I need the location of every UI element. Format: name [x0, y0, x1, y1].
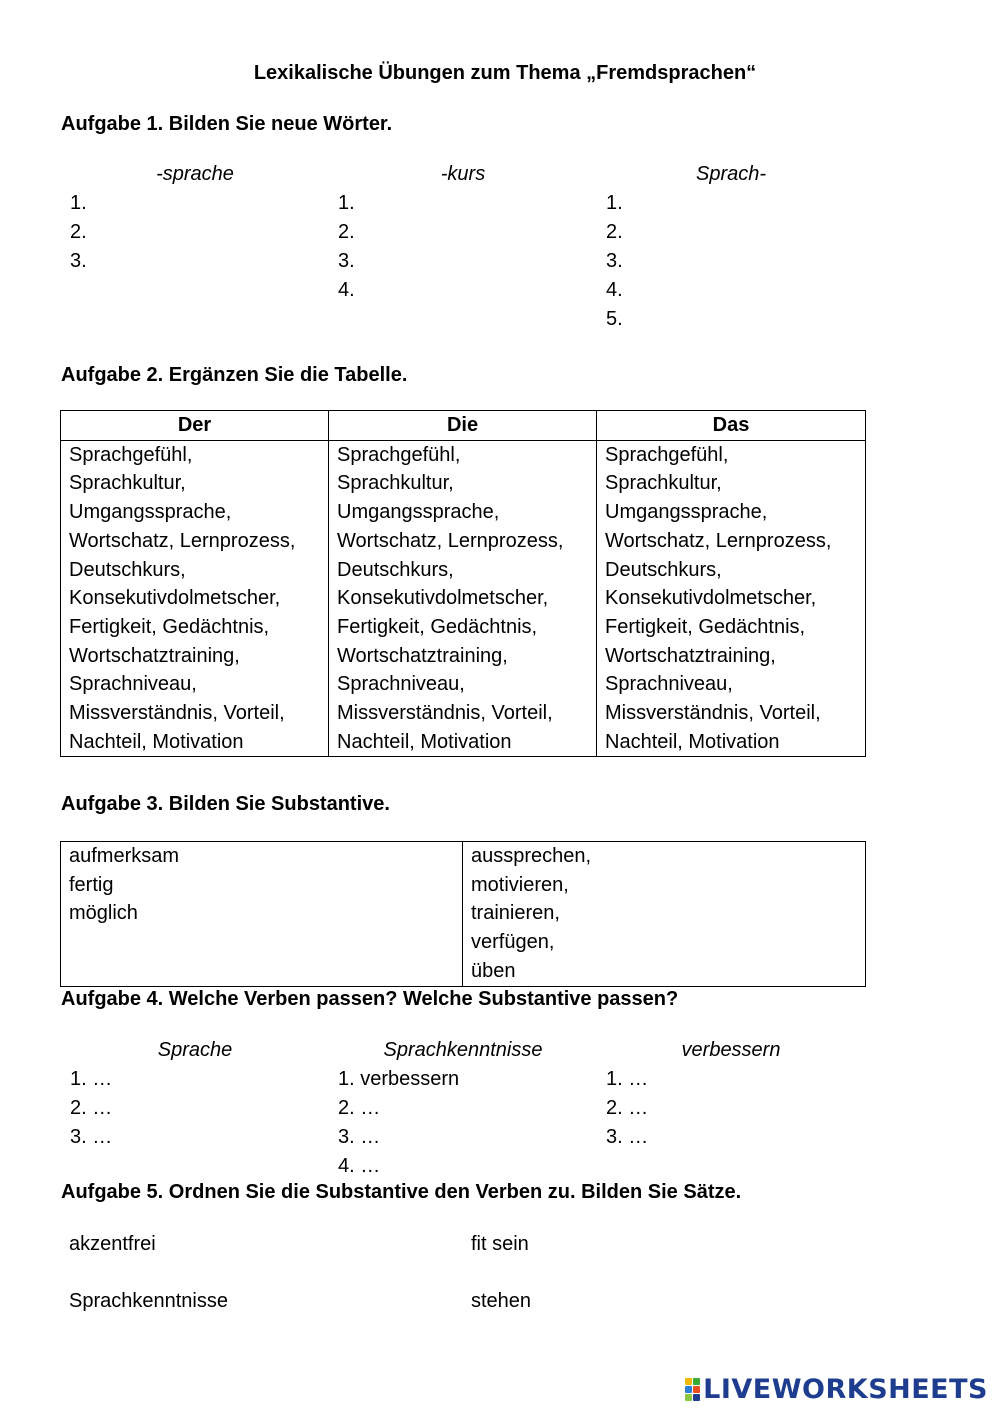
task1-heading: Aufgabe 1. Bilden Sie neue Wörter.: [61, 113, 393, 135]
list-item: 1.: [606, 192, 623, 214]
list-item: 2. …: [606, 1097, 649, 1119]
task5-left-2: Sprachkenntnisse: [69, 1290, 228, 1312]
task4-list: [329, 1065, 597, 1181]
task4-list: [597, 1065, 865, 1152]
task4-column-sprachkenntnisse: [329, 1036, 597, 1181]
list-item: 2.: [338, 221, 355, 243]
task4-column-verbessern: [597, 1036, 865, 1152]
task1-column-label: -kurs: [440, 163, 486, 185]
task4-list: [61, 1065, 329, 1152]
task2-heading: Aufgabe 2. Ergänzen Sie die Tabelle.: [61, 364, 408, 386]
logo-text: LIVEWORKSHEETS: [703, 1374, 988, 1405]
adjectives-cell: aufmerksam fertig möglich: [61, 842, 463, 987]
logo-mark-icon: [685, 1378, 700, 1401]
task5-right-2: stehen: [471, 1290, 532, 1312]
logo-square: [693, 1394, 700, 1401]
gender-table: [60, 410, 866, 757]
task4-heading: Aufgabe 4. Welche Verben passen? Welche Substantive passen?: [61, 988, 679, 1010]
list-item: 1.: [338, 192, 355, 214]
list-item: 3.: [70, 250, 87, 272]
logo-square: [685, 1394, 692, 1401]
task5-heading: Aufgabe 5. Ordnen Sie die Substantive den Verben zu. Bilden Sie Sätze.: [61, 1181, 742, 1203]
list-item: 3.: [338, 250, 355, 272]
list-item: 1.: [70, 192, 87, 214]
list-item: 4.: [338, 279, 355, 301]
list-item: 2. …: [70, 1097, 113, 1119]
list-item: 3. …: [606, 1126, 649, 1148]
list-item: 3. …: [70, 1126, 113, 1148]
task1-column-sprache: [61, 160, 329, 276]
task1-column-label: Sprach-: [695, 163, 767, 185]
verbs-cell: aussprechen, motivieren, trainieren, verfügen, üben: [463, 842, 866, 987]
task4-column-label: Sprachkenntnisse: [383, 1039, 543, 1061]
list-item: 1. …: [70, 1068, 113, 1090]
list-item: 3.: [606, 250, 623, 272]
list-item: 2.: [606, 221, 623, 243]
logo-square: [693, 1378, 700, 1385]
page-title: Lexikalische Übungen zum Thema „Fremdsprachen“: [253, 62, 757, 84]
table-header-der: Der: [61, 411, 329, 441]
list-item: 4. …: [338, 1155, 381, 1177]
list-item: 2.: [70, 221, 87, 243]
logo-square: [685, 1386, 692, 1393]
list-item: 4.: [606, 279, 623, 301]
task3-heading: Aufgabe 3. Bilden Sie Substantive.: [61, 793, 390, 815]
list-item: 1. verbessern: [338, 1068, 460, 1090]
task1-list: [61, 189, 329, 276]
task5-right-1: fit sein: [471, 1233, 529, 1255]
liveworksheets-logo[interactable]: [685, 1374, 988, 1405]
logo-square: [685, 1378, 692, 1385]
task1-list: [329, 189, 597, 305]
list-item: 3. …: [338, 1126, 381, 1148]
list-item: 1. …: [606, 1068, 649, 1090]
task5-left-1: akzentfrei: [69, 1233, 156, 1255]
task1-column-sprach: [597, 160, 865, 334]
task4-column-label: Sprache: [157, 1039, 233, 1061]
table-cell-der: Sprachgefühl, Sprachkultur, Umgangssprache, Wortschatz, Lernprozess, Deutschkurs, Konsekutivdolmetscher, Fertigkeit, Gedächtnis, Wortschatztraining, Sprachniveau, Missverständnis, Vorteil, Nachteil, Motivation: [61, 440, 329, 757]
table-cell-die: Sprachgefühl, Sprachkultur, Umgangssprache, Wortschatz, Lernprozess, Deutschkurs, Konsekutivdolmetscher, Fertigkeit, Gedächtnis, Wortschatztraining, Sprachniveau, Missverständnis, Vorteil, Nachteil, Motivation: [329, 440, 597, 757]
list-item: 5.: [606, 308, 623, 330]
task1-column-kurs: [329, 160, 597, 305]
table-header-das: Das: [597, 411, 866, 441]
substantive-table: [60, 841, 866, 987]
table-header-die: Die: [329, 411, 597, 441]
table-cell-das: Sprachgefühl, Sprachkultur, Umgangssprache, Wortschatz, Lernprozess, Deutschkurs, Konsekutivdolmetscher, Fertigkeit, Gedächtnis, Wortschatztraining, Sprachniveau, Missverständnis, Vorteil, Nachteil, Motivation: [597, 440, 866, 757]
task1-list: [597, 189, 865, 334]
task1-column-label: -sprache: [156, 163, 234, 185]
task4-column-sprache: [61, 1036, 329, 1152]
list-item: 2. …: [338, 1097, 381, 1119]
logo-square: [693, 1386, 700, 1393]
task4-column-label: verbessern: [681, 1039, 781, 1061]
